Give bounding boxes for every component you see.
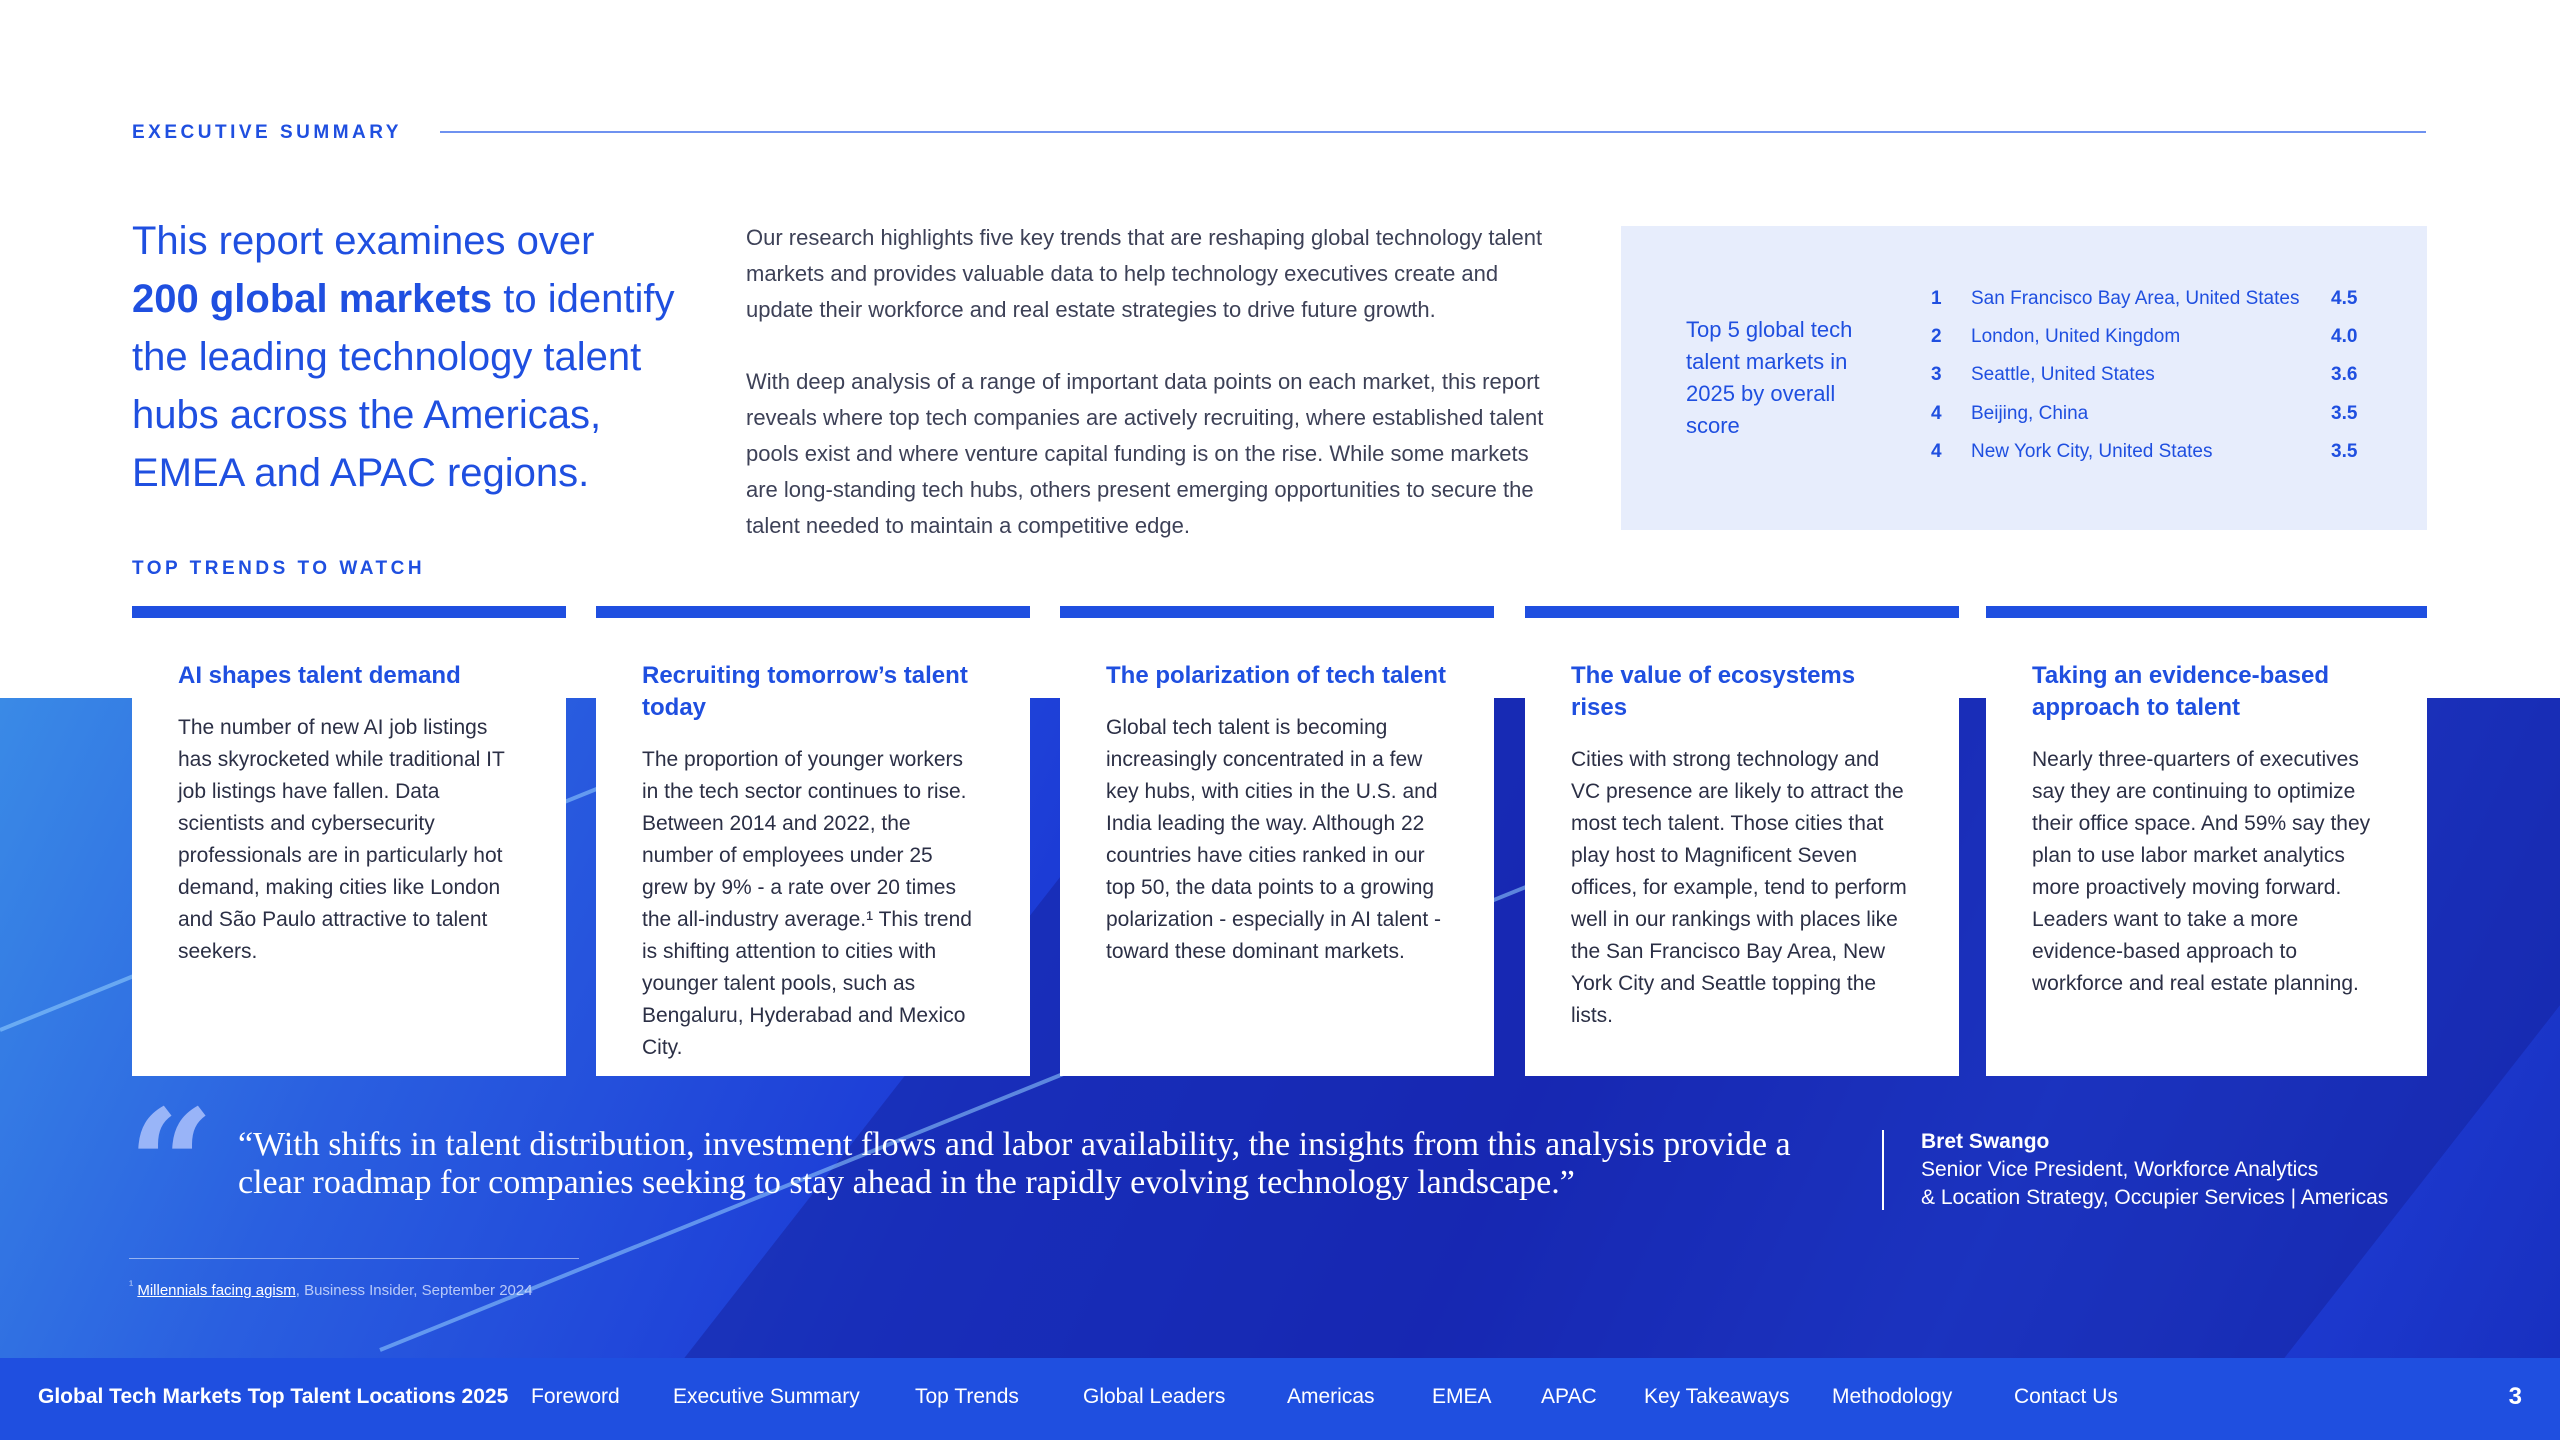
nav-item-methodology[interactable]: Methodology (1832, 1385, 1953, 1408)
rank-number: 3 (1931, 364, 1942, 385)
rank-number: 1 (1931, 288, 1942, 309)
body-copy (746, 220, 1546, 544)
top5-title: Top 5 global tech talent markets in 2025 by overall score (1686, 317, 1853, 438)
speaker-title: & Location Strategy, Occupier Services | Americas (1921, 1186, 2389, 1209)
trend-card-title: The value of ecosystems rises (1571, 662, 1856, 721)
ranking-row (1931, 403, 2371, 433)
nav-item-global-leaders[interactable]: Global Leaders (1083, 1385, 1226, 1408)
intro-line: This report examines over (132, 219, 595, 263)
footnote-source: , Business Insider, September 2024 (295, 1282, 533, 1299)
trend-card (1060, 618, 1494, 1076)
nav-item-top-trends[interactable]: Top Trends (915, 1385, 1019, 1408)
rank-score: 4.0 (2331, 326, 2358, 347)
speaker-title: Senior Vice President, Workforce Analytics (1921, 1158, 2319, 1181)
section-label-top-trends: TOP TRENDS TO WATCH (132, 558, 426, 579)
header-divider (440, 131, 2426, 133)
trend-card-body: The proportion of younger workers in the tech sector continues to rise. Between 2014 and 2022, the number of employees under 25 grew by 9% - a rate over 20 times the all-industry average.¹ This trend is shifting attention to cities with younger talent pools, such as Bengaluru, Hyderabad and Mexico City. (642, 748, 972, 1059)
card-accent-bar (1525, 606, 1959, 618)
nav-item-foreword[interactable]: Foreword (531, 1385, 620, 1408)
trend-card (1525, 618, 1959, 1076)
page-number: 3 (2508, 1383, 2522, 1410)
rank-city: Seattle, United States (1971, 364, 2155, 385)
trend-card-title: Recruiting tomorrow’s talent today (642, 662, 968, 721)
report-title: Global Tech Markets Top Talent Locations 2025 (38, 1385, 509, 1408)
top5-panel (1621, 226, 2427, 530)
rank-score: 3.5 (2331, 403, 2358, 424)
trend-card (132, 618, 566, 1076)
trend-card-title: AI shapes talent demand (178, 662, 461, 689)
nav-item-contact-us[interactable]: Contact Us (2014, 1385, 2118, 1408)
card-accent-bar (132, 606, 566, 618)
rank-score: 3.5 (2331, 441, 2358, 462)
footnote (129, 1278, 533, 1299)
intro-rest: to identify the leading technology talent hubs across the Americas, EMEA and APAC regions. (132, 277, 675, 495)
bottom-nav-bar (0, 1358, 2560, 1440)
rank-number: 4 (1931, 403, 1942, 424)
trend-card (1986, 618, 2427, 1076)
rank-city: Beijing, China (1971, 403, 2089, 424)
section-label-executive-summary: EXECUTIVE SUMMARY (132, 122, 402, 143)
rank-number: 4 (1931, 441, 1942, 462)
trend-card-body: Nearly three-quarters of executives say they are continuing to optimize their office space. And 59% say they plan to use labor market analytics more proactively moving forward. Leaders want to take a more evidence-based approach to workforce and real estate planning. (2032, 748, 2371, 995)
body-paragraph: Our research highlights five key trends that are reshaping global technology talent markets and provides valuable data to help technology executives create and update their workforce and real estate strategies to drive future growth. (746, 225, 1543, 322)
ranking-row (1931, 288, 2371, 318)
trend-card-body: Global tech talent is becoming increasingly concentrated in a few key hubs, with cities in the U.S. and India leading the way. Although 22 countries have cities ranked in our top 50, the data points to a growing polarization - especially in AI talent - toward these dominant markets. (1106, 716, 1442, 963)
footnote-marker: ¹ (129, 1278, 134, 1292)
trend-card-title: The polarization of tech talent (1106, 662, 1447, 689)
ranking-row (1931, 364, 2371, 394)
ranking-row (1931, 326, 2371, 356)
rank-number: 2 (1931, 326, 1942, 347)
quote-attribution (1921, 1128, 2388, 1212)
nav-item-apac[interactable]: APAC (1541, 1385, 1597, 1408)
nav-item-emea[interactable]: EMEA (1432, 1385, 1492, 1408)
pull-quote: “With shifts in talent distribution, investment flows and labor availability, the insights from this analysis provide a clear roadmap for companies seeking to stay ahead in the rapidly evolving technology landscape.” (238, 1126, 1791, 1201)
footnote-divider (129, 1258, 579, 1259)
rank-city: London, United Kingdom (1971, 326, 2181, 347)
body-paragraph: With deep analysis of a range of important data points on each market, this report reveals where top tech companies are actively recruiting, where established talent pools exist and where venture capital funding is on the rise. While some markets are long-standing tech hubs, others present emerging opportunities to secure the talent needed to maintain a competitive edge. (746, 369, 1544, 538)
card-accent-bar (1060, 606, 1494, 618)
quote-divider (1882, 1130, 1884, 1210)
nav-item-executive-summary[interactable]: Executive Summary (673, 1385, 860, 1408)
rank-city: San Francisco Bay Area, United States (1971, 288, 2300, 309)
intro-highlight: 200 global markets (132, 277, 493, 321)
speaker-name: Bret Swango (1921, 1130, 2050, 1153)
trend-card-body: The number of new AI job listings has skyrocketed while traditional IT job listings have fallen. Data scientists and cybersecurity professionals are in particularly hot demand, making cities like London and São Paulo attractive to talent seekers. (178, 716, 505, 963)
trend-card-body: Cities with strong technology and VC presence are likely to attract the most tech talent. Those cities that play host to Magnificent Seven offices, for example, tend to perform well in our rankings with places like the San Francisco Bay Area, New York City and Seattle topping the lists. (1571, 748, 1907, 1027)
nav-item-key-takeaways[interactable]: Key Takeaways (1644, 1385, 1790, 1408)
nav-item-americas[interactable]: Americas (1287, 1385, 1375, 1408)
rank-score: 4.5 (2331, 288, 2358, 309)
quote-mark-icon: “ (128, 1077, 215, 1253)
trend-card (596, 618, 1030, 1076)
rank-city: New York City, United States (1971, 441, 2213, 462)
intro-statement (132, 212, 702, 502)
ranking-row (1931, 441, 2371, 471)
card-accent-bar (596, 606, 1030, 618)
trend-card-title: Taking an evidence-based approach to talent (2032, 662, 2329, 721)
footnote-link[interactable]: Millennials facing agism (137, 1282, 296, 1299)
rank-score: 3.6 (2331, 364, 2358, 385)
card-accent-bar (1986, 606, 2427, 618)
